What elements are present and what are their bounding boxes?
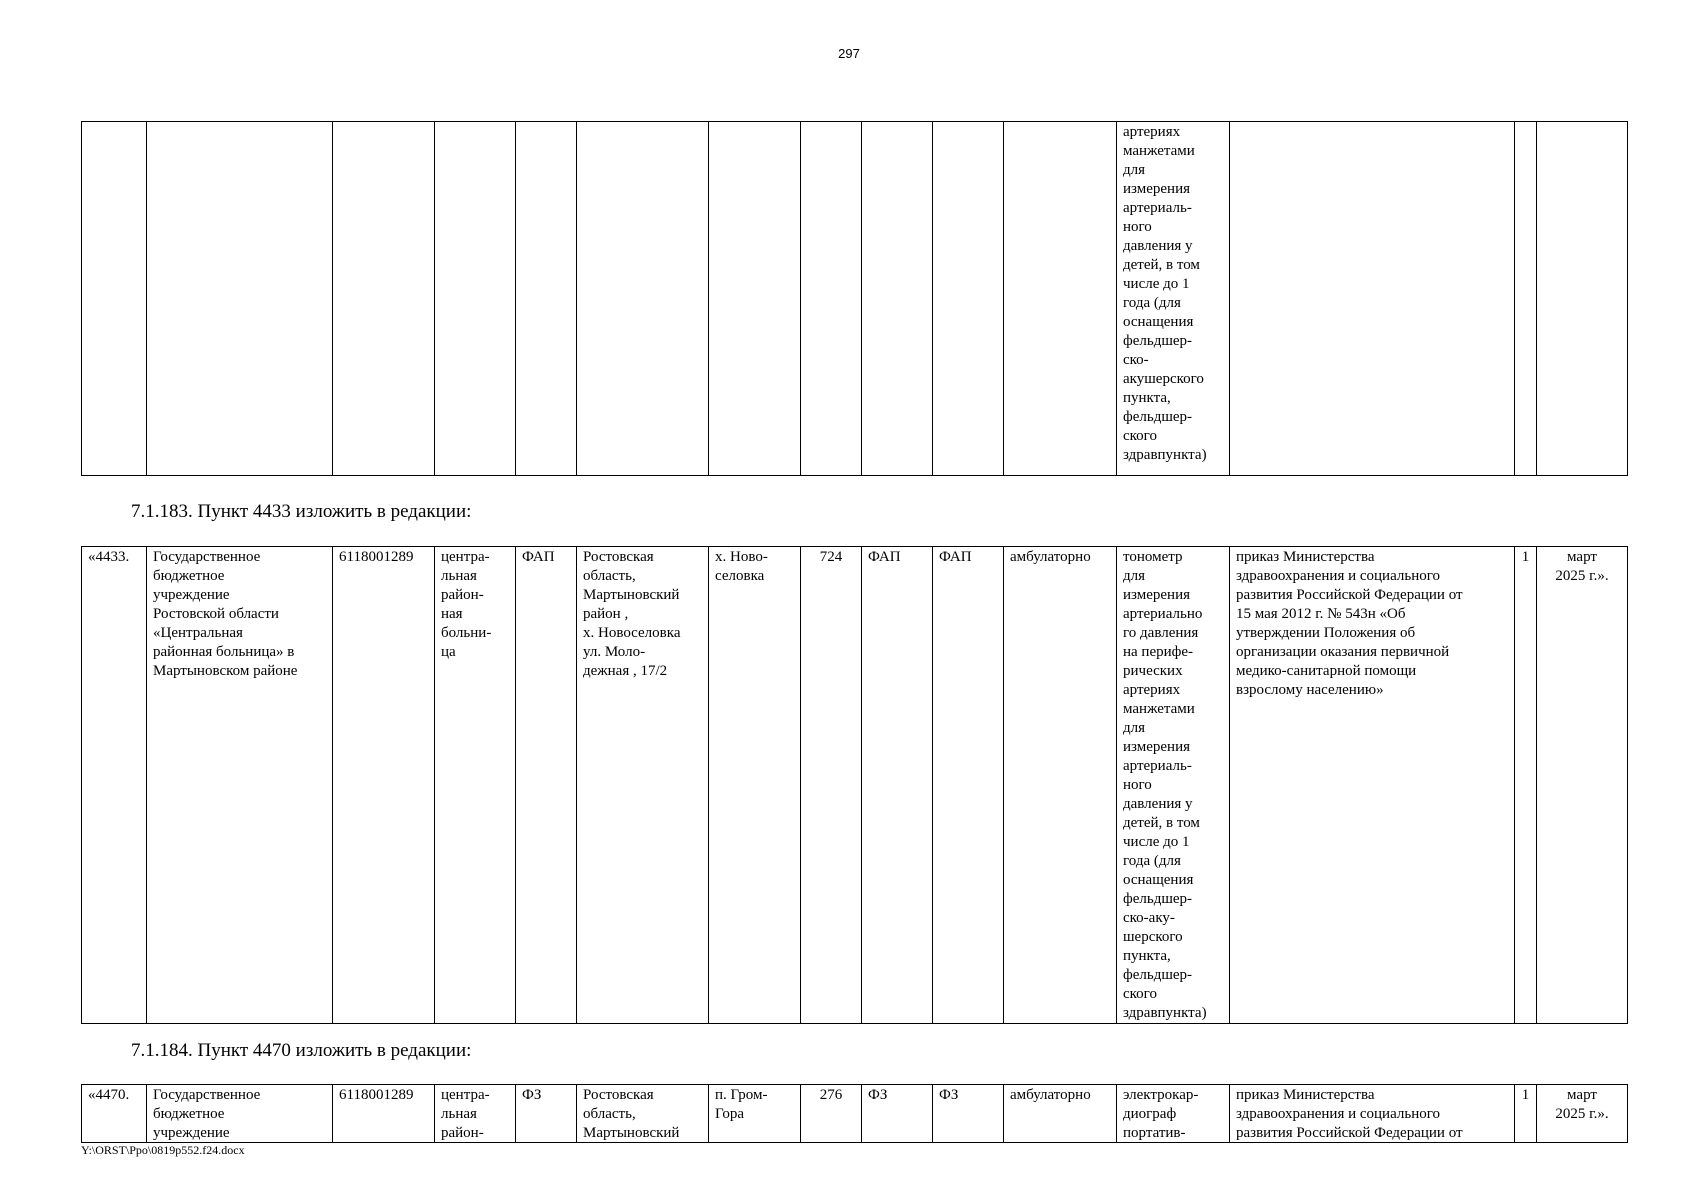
cell-org: Государственное бюджетное учреждение Ростовской области «Центральная районная больница» в Мартыновском районе bbox=[147, 547, 333, 1024]
cell-inn-text: 6118001289 bbox=[339, 1087, 414, 1103]
cell-unit3-text: ФЗ bbox=[939, 1087, 959, 1103]
cell-inn bbox=[333, 122, 435, 476]
page-number: 297 bbox=[838, 46, 860, 61]
cell-settlement-text: п. Гром- Гора bbox=[715, 1087, 768, 1122]
cell-unit2: ФАП bbox=[862, 547, 933, 1024]
table-row bbox=[82, 1085, 1628, 1143]
cell-settlement bbox=[709, 122, 801, 476]
cell-qty bbox=[1515, 122, 1537, 476]
cell-address: Ростовская область, Мартыновский район , х. Новоселовка ул. Моло- дежная , 17/2 bbox=[577, 547, 709, 1024]
cell-unit bbox=[516, 122, 577, 476]
section-heading-4470: 7.1.184. Пункт 4470 изложить в редакции: bbox=[131, 1040, 472, 1061]
cell-date bbox=[1537, 1085, 1628, 1143]
footer-file-path: Y:\ORST\Ppo\0819p552.f24.docx bbox=[81, 1143, 245, 1157]
table-4433 bbox=[81, 546, 1628, 1024]
cell-population-text: 276 bbox=[819, 1087, 843, 1103]
cell-unit2-text: ФЗ bbox=[868, 1087, 888, 1103]
cell-address-text: Ростовская область, Мартыновский bbox=[583, 1087, 680, 1141]
cell-population bbox=[801, 1085, 862, 1143]
cell-address bbox=[577, 1085, 709, 1143]
cell-type bbox=[435, 1085, 516, 1143]
cell-address bbox=[577, 122, 709, 476]
cell-unit3 bbox=[933, 122, 1004, 476]
cell-date bbox=[1537, 122, 1628, 476]
cell-org bbox=[147, 122, 333, 476]
cell-date-text: март 2025 г.». bbox=[1555, 1087, 1609, 1122]
table-4470 bbox=[81, 1084, 1628, 1143]
cell-qty: 1 bbox=[1515, 547, 1537, 1024]
cell-equipment: артериях манжетами для измерения артериаль- ного давления у детей, в том числе до 1 года (для оснащения фельдшер- ско- акушерского пункта, фельдшер- ского здравпункта) bbox=[1117, 122, 1230, 476]
cell-equipment bbox=[1117, 1085, 1230, 1143]
cell-unit: ФАП bbox=[516, 547, 577, 1024]
cell-unit bbox=[516, 1085, 577, 1143]
cell-unit2 bbox=[862, 1085, 933, 1143]
cell-num: «4433. bbox=[82, 547, 147, 1024]
cell-settlement bbox=[709, 1085, 801, 1143]
cell-population bbox=[801, 122, 862, 476]
cell-care bbox=[1004, 1085, 1117, 1143]
cell-equipment: тонометр для измерения артериально го давления на перифе- рических артериях манжетами для измерения артериаль- ного давления у детей, в том числе до 1 года (для оснащения фельдшер- ско-аку- шерского пункта, фельдшер- ского здравпункта) bbox=[1117, 547, 1230, 1024]
cell-unit3: ФАП bbox=[933, 547, 1004, 1024]
cell-type: центра- льная район- ная больни- ца bbox=[435, 547, 516, 1024]
cell-inn: 6118001289 bbox=[333, 547, 435, 1024]
table-row bbox=[82, 122, 1628, 476]
section-heading-4433: 7.1.183. Пункт 4433 изложить в редакции: bbox=[131, 501, 472, 522]
cell-basis: приказ Министерства здравоохранения и социального развития Российской Федерации от 15 мая 2012 г. № 543н «Об утверждении Положения об организации оказания первичной медико-санитарной помощи взрослому населению» bbox=[1230, 547, 1515, 1024]
cell-num-text: «4470. bbox=[88, 1087, 130, 1103]
cell-settlement: х. Ново- селовка bbox=[709, 547, 801, 1024]
cell-basis bbox=[1230, 122, 1515, 476]
cell-unit3 bbox=[933, 1085, 1004, 1143]
cell-basis bbox=[1230, 1085, 1515, 1143]
cell-date: март 2025 г.». bbox=[1537, 547, 1628, 1024]
cell-org-text: Государственное бюджетное учреждение bbox=[153, 1087, 261, 1141]
cell-type bbox=[435, 122, 516, 476]
cell-care bbox=[1004, 122, 1117, 476]
table-row bbox=[82, 547, 1628, 1024]
continuation-table bbox=[81, 121, 1628, 476]
cell-inn bbox=[333, 1085, 435, 1143]
cell-num bbox=[82, 1085, 147, 1143]
cell-num bbox=[82, 122, 147, 476]
cell-care: амбулаторно bbox=[1004, 547, 1117, 1024]
cell-qty-text: 1 bbox=[1521, 1087, 1530, 1103]
cell-type-text: центра- льная район- bbox=[441, 1087, 490, 1141]
cell-qty bbox=[1515, 1085, 1537, 1143]
cell-equipment-text: электрокар- диограф портатив- bbox=[1123, 1087, 1199, 1141]
cell-unit2 bbox=[862, 122, 933, 476]
cell-unit-text: ФЗ bbox=[522, 1087, 542, 1103]
cell-basis-text: приказ Министерства здравоохранения и социального развития Российской Федерации от bbox=[1236, 1087, 1463, 1141]
cell-care-text: амбулаторно bbox=[1010, 1087, 1091, 1103]
cell-org bbox=[147, 1085, 333, 1143]
cell-population: 724 bbox=[801, 547, 862, 1024]
